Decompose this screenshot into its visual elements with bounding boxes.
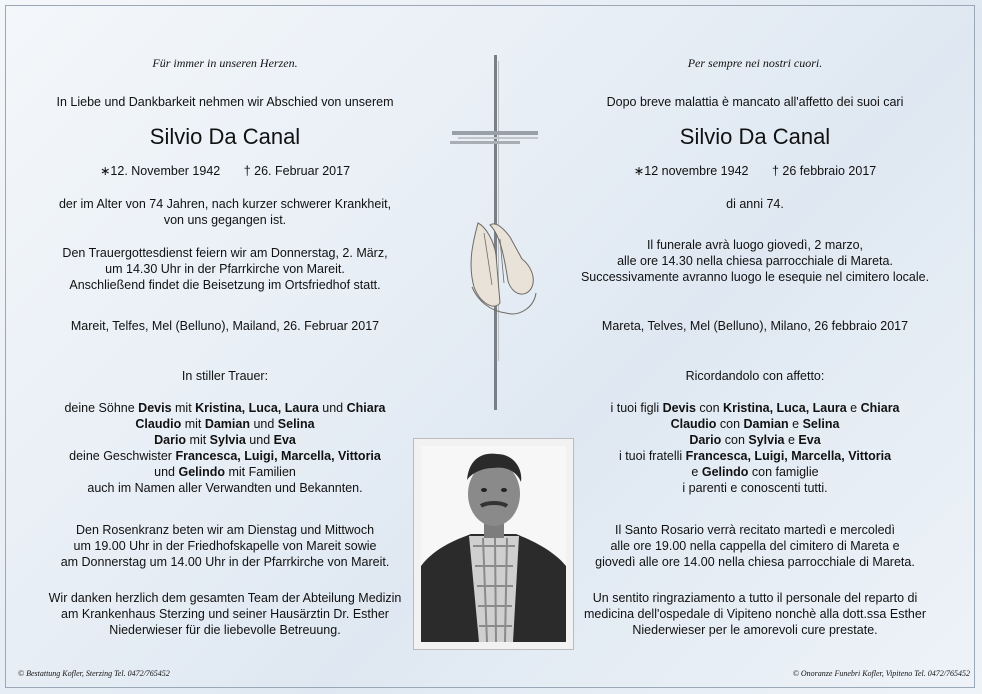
mourning-heading: In stiller Trauer: [181, 369, 269, 383]
text-line: Niederwieser per le amorevoli cure prestate. [632, 623, 878, 637]
thanks-text [20, 590, 430, 638]
family-line: Dario con Sylvia e Eva [689, 433, 821, 447]
text-line: Anschließend findet die Beisetzung im Ortsfriedhof statt. [69, 278, 381, 292]
family-line: e Gelindo con famiglie [691, 465, 819, 479]
age-text: di anni 74. [726, 197, 784, 211]
birth-date: ∗12 novembre 1942 [633, 164, 749, 178]
text-line: am Krankenhaus Sterzing und seiner Hausärztin Dr. Esther [61, 607, 389, 621]
text-line: Successivamente avranno luogo le esequie nel cimitero locale. [580, 270, 930, 284]
life-dates [555, 163, 955, 179]
deceased-name: Silvio Da Canal [149, 124, 301, 149]
text-line: um 14.30 Uhr in der Pfarrkirche von Mareit. [105, 262, 345, 276]
praying-hands-icon [471, 223, 536, 314]
footer-right: © Onoranze Funebri Kofler, Vipiteno Tel. 0472/765452 [792, 669, 970, 678]
rosary-text [555, 522, 955, 570]
text-line: Wir danken herzlich dem gesamten Team der Abteilung Medizin [48, 591, 402, 605]
family-line: Claudio con Damian e Selina [670, 417, 840, 431]
text-line: von uns gegangen ist. [163, 213, 287, 227]
death-date: † 26 febbraio 2017 [771, 164, 877, 178]
family-line: Dario mit Sylvia und Eva [154, 433, 296, 447]
death-date: † 26. Februar 2017 [243, 164, 351, 178]
family-list [20, 400, 430, 496]
text-line: Il funerale avrà luogo giovedì, 2 marzo, [646, 238, 864, 252]
intro-text: In Liebe und Dankbarkeit nehmen wir Abschied von unserem [56, 95, 394, 109]
text-line: der im Alter von 74 Jahren, nach kurzer schwerer Krankheit, [58, 197, 392, 211]
funeral-text [20, 245, 430, 293]
family-line: und Gelindo mit Familien [154, 465, 296, 479]
motto: Für immer in unseren Herzen. [152, 56, 298, 70]
place-date: Mareta, Telves, Mel (Belluno), Milano, 26 febbraio 2017 [601, 319, 909, 333]
mourning-heading: Ricordandolo con affetto: [685, 369, 825, 383]
rosary-text [20, 522, 430, 570]
text-line: Den Trauergottesdienst feiern wir am Donnerstag, 2. März, [62, 246, 388, 260]
life-dates [20, 163, 430, 179]
text-line: Il Santo Rosario verrà recitato martedì e mercoledì [615, 523, 895, 537]
age-text [20, 196, 430, 228]
motto: Per sempre nei nostri cuori. [687, 56, 823, 70]
deceased-name: Silvio Da Canal [679, 124, 831, 149]
portrait-photo [413, 438, 574, 650]
family-line: auch im Namen aller Verwandten und Bekannten. [87, 481, 363, 495]
text-line: giovedì alle ore 14.00 nella chiesa parrocchiale di Mareta. [595, 555, 915, 569]
text-line: Den Rosenkranz beten wir am Dienstag und Mittwoch [75, 523, 375, 537]
family-line: i tuoi fratelli Francesca, Luigi, Marcella, Vittoria [618, 449, 892, 463]
birth-date: ∗12. November 1942 [99, 164, 221, 178]
text-line: alle ore 14.30 nella chiesa parrocchiale di Mareta. [617, 254, 893, 268]
cross-icon [450, 55, 542, 410]
family-line: Claudio mit Damian und Selina [135, 417, 315, 431]
text-line: Niederwieser für die liebevolle Betreuung. [109, 623, 341, 637]
text-line: am Donnerstag um 14.00 Uhr in der Pfarrkirche von Mareit. [60, 555, 390, 569]
place-date: Mareit, Telfes, Mel (Belluno), Mailand, 26. Februar 2017 [70, 319, 380, 333]
family-list [555, 400, 955, 496]
family-line: i tuoi figli Devis con Kristina, Luca, Laura e Chiara [610, 401, 900, 415]
family-line: i parenti e conoscenti tutti. [682, 481, 828, 495]
funeral-text [555, 237, 955, 285]
family-line: deine Söhne Devis mit Kristina, Luca, Laura und Chiara [64, 401, 386, 415]
text-line: medicina dell'ospedale di Vipiteno nonchè alla dott.ssa Esther [584, 607, 926, 621]
text-line: Un sentito ringraziamento a tutto il personale del reparto di [592, 591, 918, 605]
thanks-text [555, 590, 955, 638]
footer-left: © Bestattung Kofler, Sterzing Tel. 0472/765452 [18, 669, 170, 678]
intro-text: Dopo breve malattia è mancato all'affetto dei suoi cari [606, 95, 904, 109]
portrait-image [421, 446, 566, 642]
text-line: um 19.00 Uhr in der Friedhofskapelle von Mareit sowie [73, 539, 377, 553]
text-line: alle ore 19.00 nella cappella del cimitero di Mareta e [610, 539, 900, 553]
family-line: deine Geschwister Francesca, Luigi, Marcella, Vittoria [69, 449, 381, 463]
